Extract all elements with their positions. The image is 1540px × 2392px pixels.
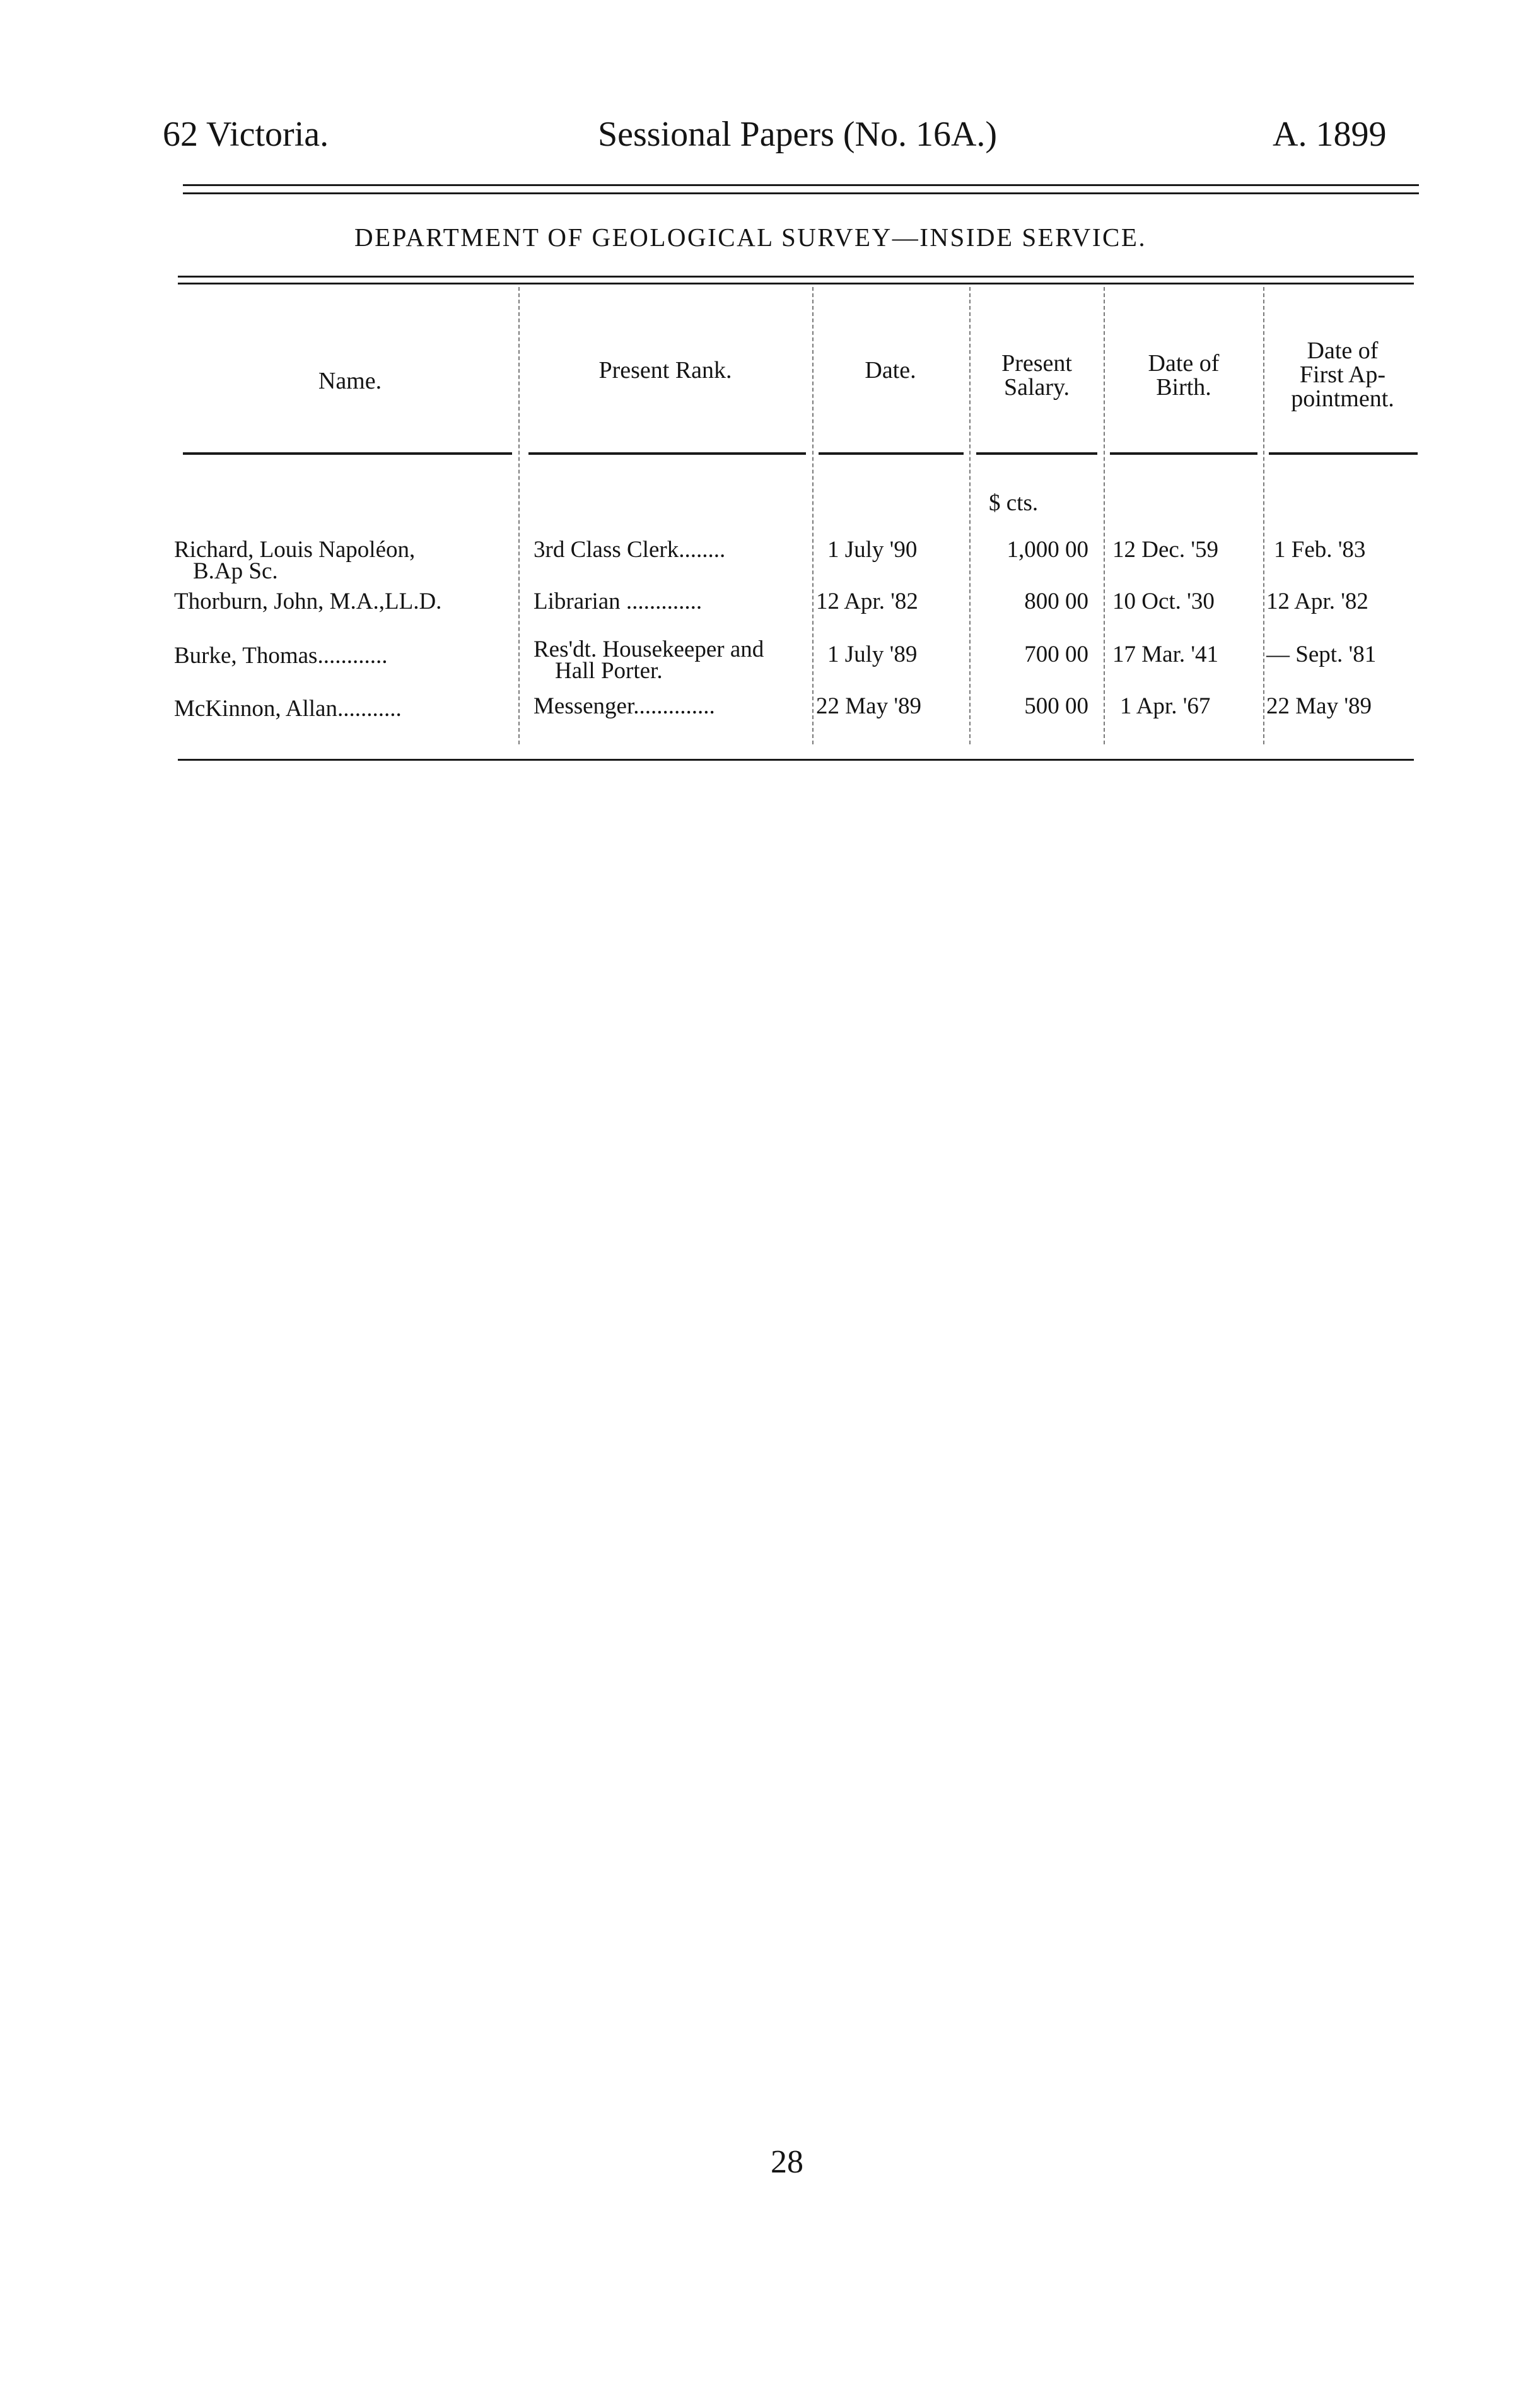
- column-header-salary-line: Present: [1001, 350, 1072, 377]
- appointment-date: — Sept. '81: [1266, 642, 1377, 667]
- appointment-date: 12 Apr. '82: [1266, 589, 1368, 614]
- column-divider: [812, 287, 814, 744]
- title-rule: [178, 276, 1414, 278]
- header-year: A. 1899: [1273, 115, 1387, 154]
- rank-date: 1 July '90: [827, 537, 918, 563]
- page-number: 28: [771, 2144, 803, 2180]
- column-header-appointment-line: Date of: [1307, 337, 1379, 364]
- title-rule: [178, 283, 1414, 284]
- column-header-appointment-line: pointment.: [1291, 385, 1394, 412]
- salary: 800 00: [1024, 589, 1088, 614]
- column-divider: [518, 287, 520, 744]
- birth-date: 12 Dec. '59: [1112, 537, 1218, 563]
- rank-date: 1 July '89: [827, 642, 918, 667]
- staff-rank: Res'dt. Housekeeper and: [534, 636, 764, 662]
- header-underline: [1269, 452, 1418, 455]
- header-underline: [183, 452, 512, 455]
- salary: 700 00: [1024, 642, 1088, 667]
- staff-rank: Messenger..............: [534, 693, 715, 719]
- column-header-appointment-line: First Ap-: [1299, 361, 1386, 388]
- staff-name: McKinnon, Allan...........: [174, 696, 402, 722]
- header-sessional-papers: Sessional Papers (No. 16A.): [598, 115, 998, 154]
- birth-date: 1 Apr. '67: [1120, 693, 1211, 719]
- staff-name: Thorburn, John, M.A.,LL.D.: [174, 589, 442, 614]
- header-rule: [183, 184, 1419, 186]
- salary: 500 00: [1024, 693, 1088, 719]
- column-header-salary: [972, 351, 1101, 399]
- table-title: DEPARTMENT OF GEOLOGICAL SURVEY—INSIDE SERVICE.: [354, 223, 1147, 252]
- birth-date: 17 Mar. '41: [1112, 642, 1219, 667]
- header-regnal-year: 62 Victoria.: [163, 115, 329, 154]
- header-underline: [819, 452, 964, 455]
- header-rule: [183, 192, 1419, 194]
- currency-note: $ cts.: [989, 490, 1039, 516]
- header-underline: [528, 452, 806, 455]
- salary: 1,000 00: [1006, 537, 1088, 563]
- column-header-birth-line: Date of: [1148, 350, 1220, 377]
- birth-date: 10 Oct. '30: [1112, 589, 1215, 614]
- appointment-date: 1 Feb. '83: [1274, 537, 1366, 563]
- rank-date: 12 Apr. '82: [816, 589, 918, 614]
- staff-rank-continued: Hall Porter.: [555, 658, 663, 684]
- column-header-salary-line: Salary.: [1003, 374, 1070, 401]
- staff-rank: 3rd Class Clerk........: [534, 537, 726, 563]
- column-divider: [969, 287, 971, 744]
- rank-date: 22 May '89: [816, 693, 921, 719]
- column-divider: [1263, 287, 1264, 744]
- column-header-rank: Present Rank.: [598, 357, 732, 384]
- staff-name-continued: B.Ap Sc.: [193, 558, 278, 584]
- header-underline: [976, 452, 1097, 455]
- staff-name: Burke, Thomas............: [174, 643, 388, 669]
- header-underline: [1110, 452, 1257, 455]
- column-header-appointment: [1266, 339, 1420, 411]
- column-header-date: Date.: [865, 357, 916, 384]
- staff-name: Richard, Louis Napoléon,: [174, 537, 416, 563]
- appointment-date: 22 May '89: [1266, 693, 1372, 719]
- column-header-birth-line: Birth.: [1156, 374, 1211, 401]
- column-header-name: Name.: [318, 368, 382, 394]
- table-bottom-rule: [178, 759, 1414, 761]
- column-divider: [1104, 287, 1105, 744]
- column-header-birth: [1106, 351, 1261, 399]
- staff-rank: Librarian .............: [534, 589, 703, 614]
